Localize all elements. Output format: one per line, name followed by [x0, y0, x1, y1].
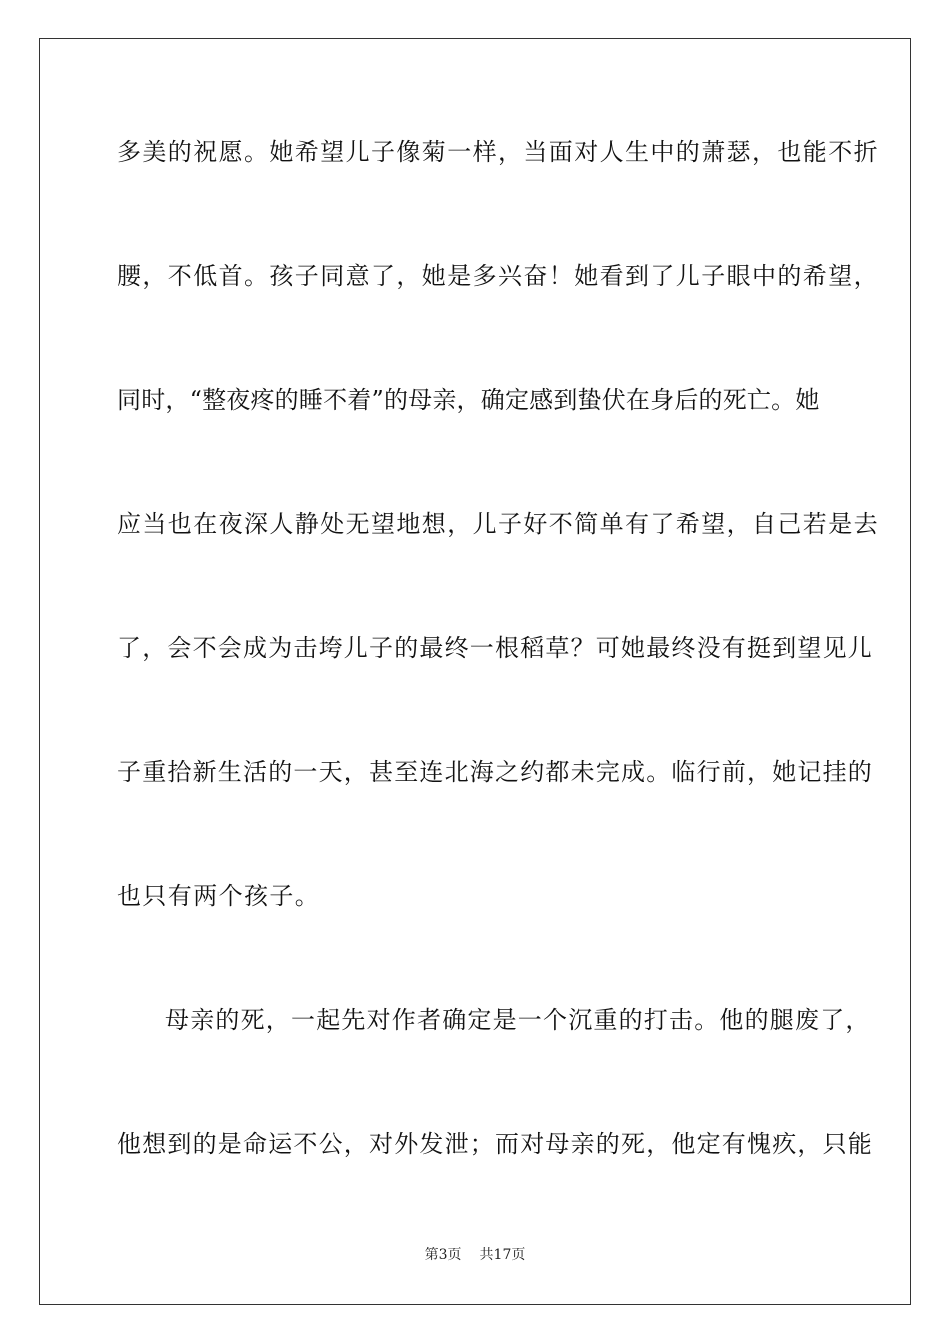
page-footer — [0, 1246, 950, 1264]
current-page-number: 第3页 — [424, 1247, 462, 1263]
total-page-count: 共17页 — [479, 1247, 526, 1263]
text-line: 他想到的是命运不公，对外发泄；而对母亲的死，他定有愧疚，只能 — [117, 1130, 873, 1158]
text-line: 同时，“整夜疼的睡不着”的母亲，确定感到蛰伏在身后的死亡。她 — [117, 386, 820, 414]
paragraph-start-line: 母亲的死，一起先对作者确定是一个沉重的打击。他的腿废了， — [165, 1006, 871, 1034]
page-border — [39, 38, 911, 1305]
text-line: 应当也在夜深人静处无望地想，儿子好不简单有了希望，自己若是去 — [117, 510, 879, 538]
text-line: 子重拾新生活的一天，甚至连北海之约都未完成。临行前，她记挂的 — [117, 758, 873, 786]
text-line: 了，会不会成为击垮儿子的最终一根稻草？可她最终没有挺到望见儿 — [117, 634, 873, 662]
text-line: 也只有两个孩子。 — [117, 882, 321, 910]
text-line: 多美的祝愿。她希望儿子像菊一样，当面对人生中的萧瑟，也能不折 — [117, 138, 879, 166]
text-line: 腰，不低首。孩子同意了，她是多兴奋！她看到了儿子眼中的希望， — [117, 262, 879, 290]
